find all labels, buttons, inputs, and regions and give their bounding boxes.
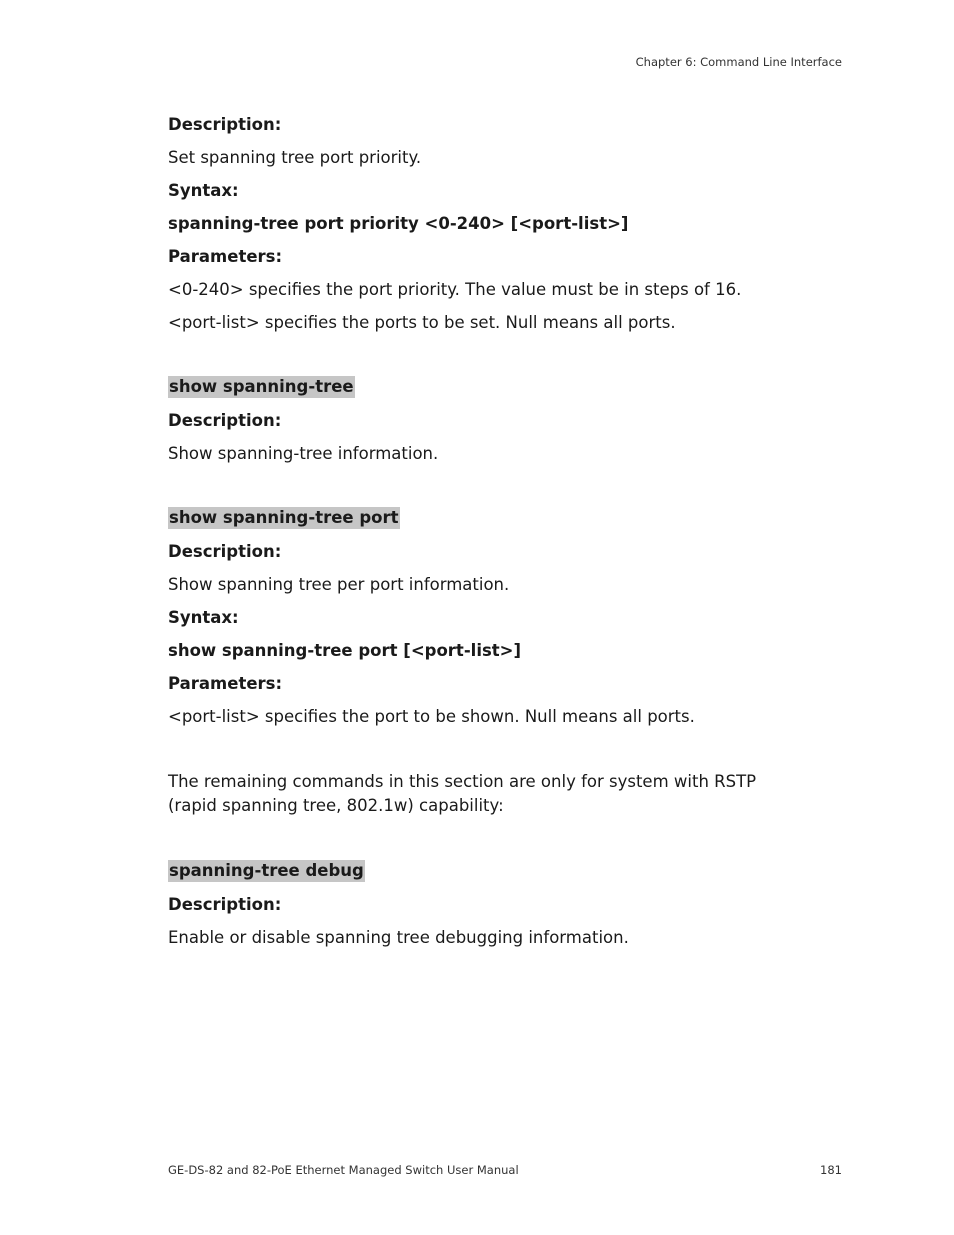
spacer xyxy=(168,344,808,376)
command-heading: show spanning-tree xyxy=(169,377,354,396)
spacer xyxy=(168,828,808,860)
description-label: Description: xyxy=(168,895,282,914)
page-footer xyxy=(168,1163,842,1177)
command-heading-wrapper xyxy=(168,507,808,530)
description-text: Show spanning-tree information. xyxy=(168,444,439,463)
parameter-text: <port-list> specifies the ports to be set. Null means all ports. xyxy=(168,313,676,332)
description-label: Description: xyxy=(168,542,282,561)
parameters-label: Parameters: xyxy=(168,674,283,693)
page-header: Chapter 6: Command Line Interface xyxy=(635,55,842,69)
command-heading-wrapper xyxy=(168,860,808,883)
syntax-label: Syntax: xyxy=(168,181,239,200)
page-number: 181 xyxy=(820,1163,842,1177)
parameter-text: <0-240> specifies the port priority. The value must be in steps of 16. xyxy=(168,280,742,299)
rstp-note: The remaining commands in this section are only for system with RSTP (rapid spanning tree, 802.1w) capability: xyxy=(168,772,757,815)
description-text: Enable or disable spanning tree debugging information. xyxy=(168,928,629,947)
spacer xyxy=(168,475,808,507)
syntax-text: show spanning-tree port [<port-list>] xyxy=(168,641,522,660)
command-heading-wrapper xyxy=(168,376,808,399)
command-heading: spanning-tree debug xyxy=(169,861,364,880)
page-content xyxy=(168,113,808,959)
spacer xyxy=(168,738,808,770)
parameters-label: Parameters: xyxy=(168,247,283,266)
syntax-label: Syntax: xyxy=(168,608,239,627)
command-heading: show spanning-tree port xyxy=(169,508,399,527)
description-label: Description: xyxy=(168,411,282,430)
manual-title: GE-DS-82 and 82-PoE Ethernet Managed Switch User Manual xyxy=(168,1163,519,1177)
description-text: Set spanning tree port priority. xyxy=(168,148,422,167)
description-label: Description: xyxy=(168,115,282,134)
description-text: Show spanning tree per port information. xyxy=(168,575,510,594)
syntax-text: spanning-tree port priority <0-240> [<port-list>] xyxy=(168,214,629,233)
parameter-text: <port-list> specifies the port to be shown. Null means all ports. xyxy=(168,707,695,726)
